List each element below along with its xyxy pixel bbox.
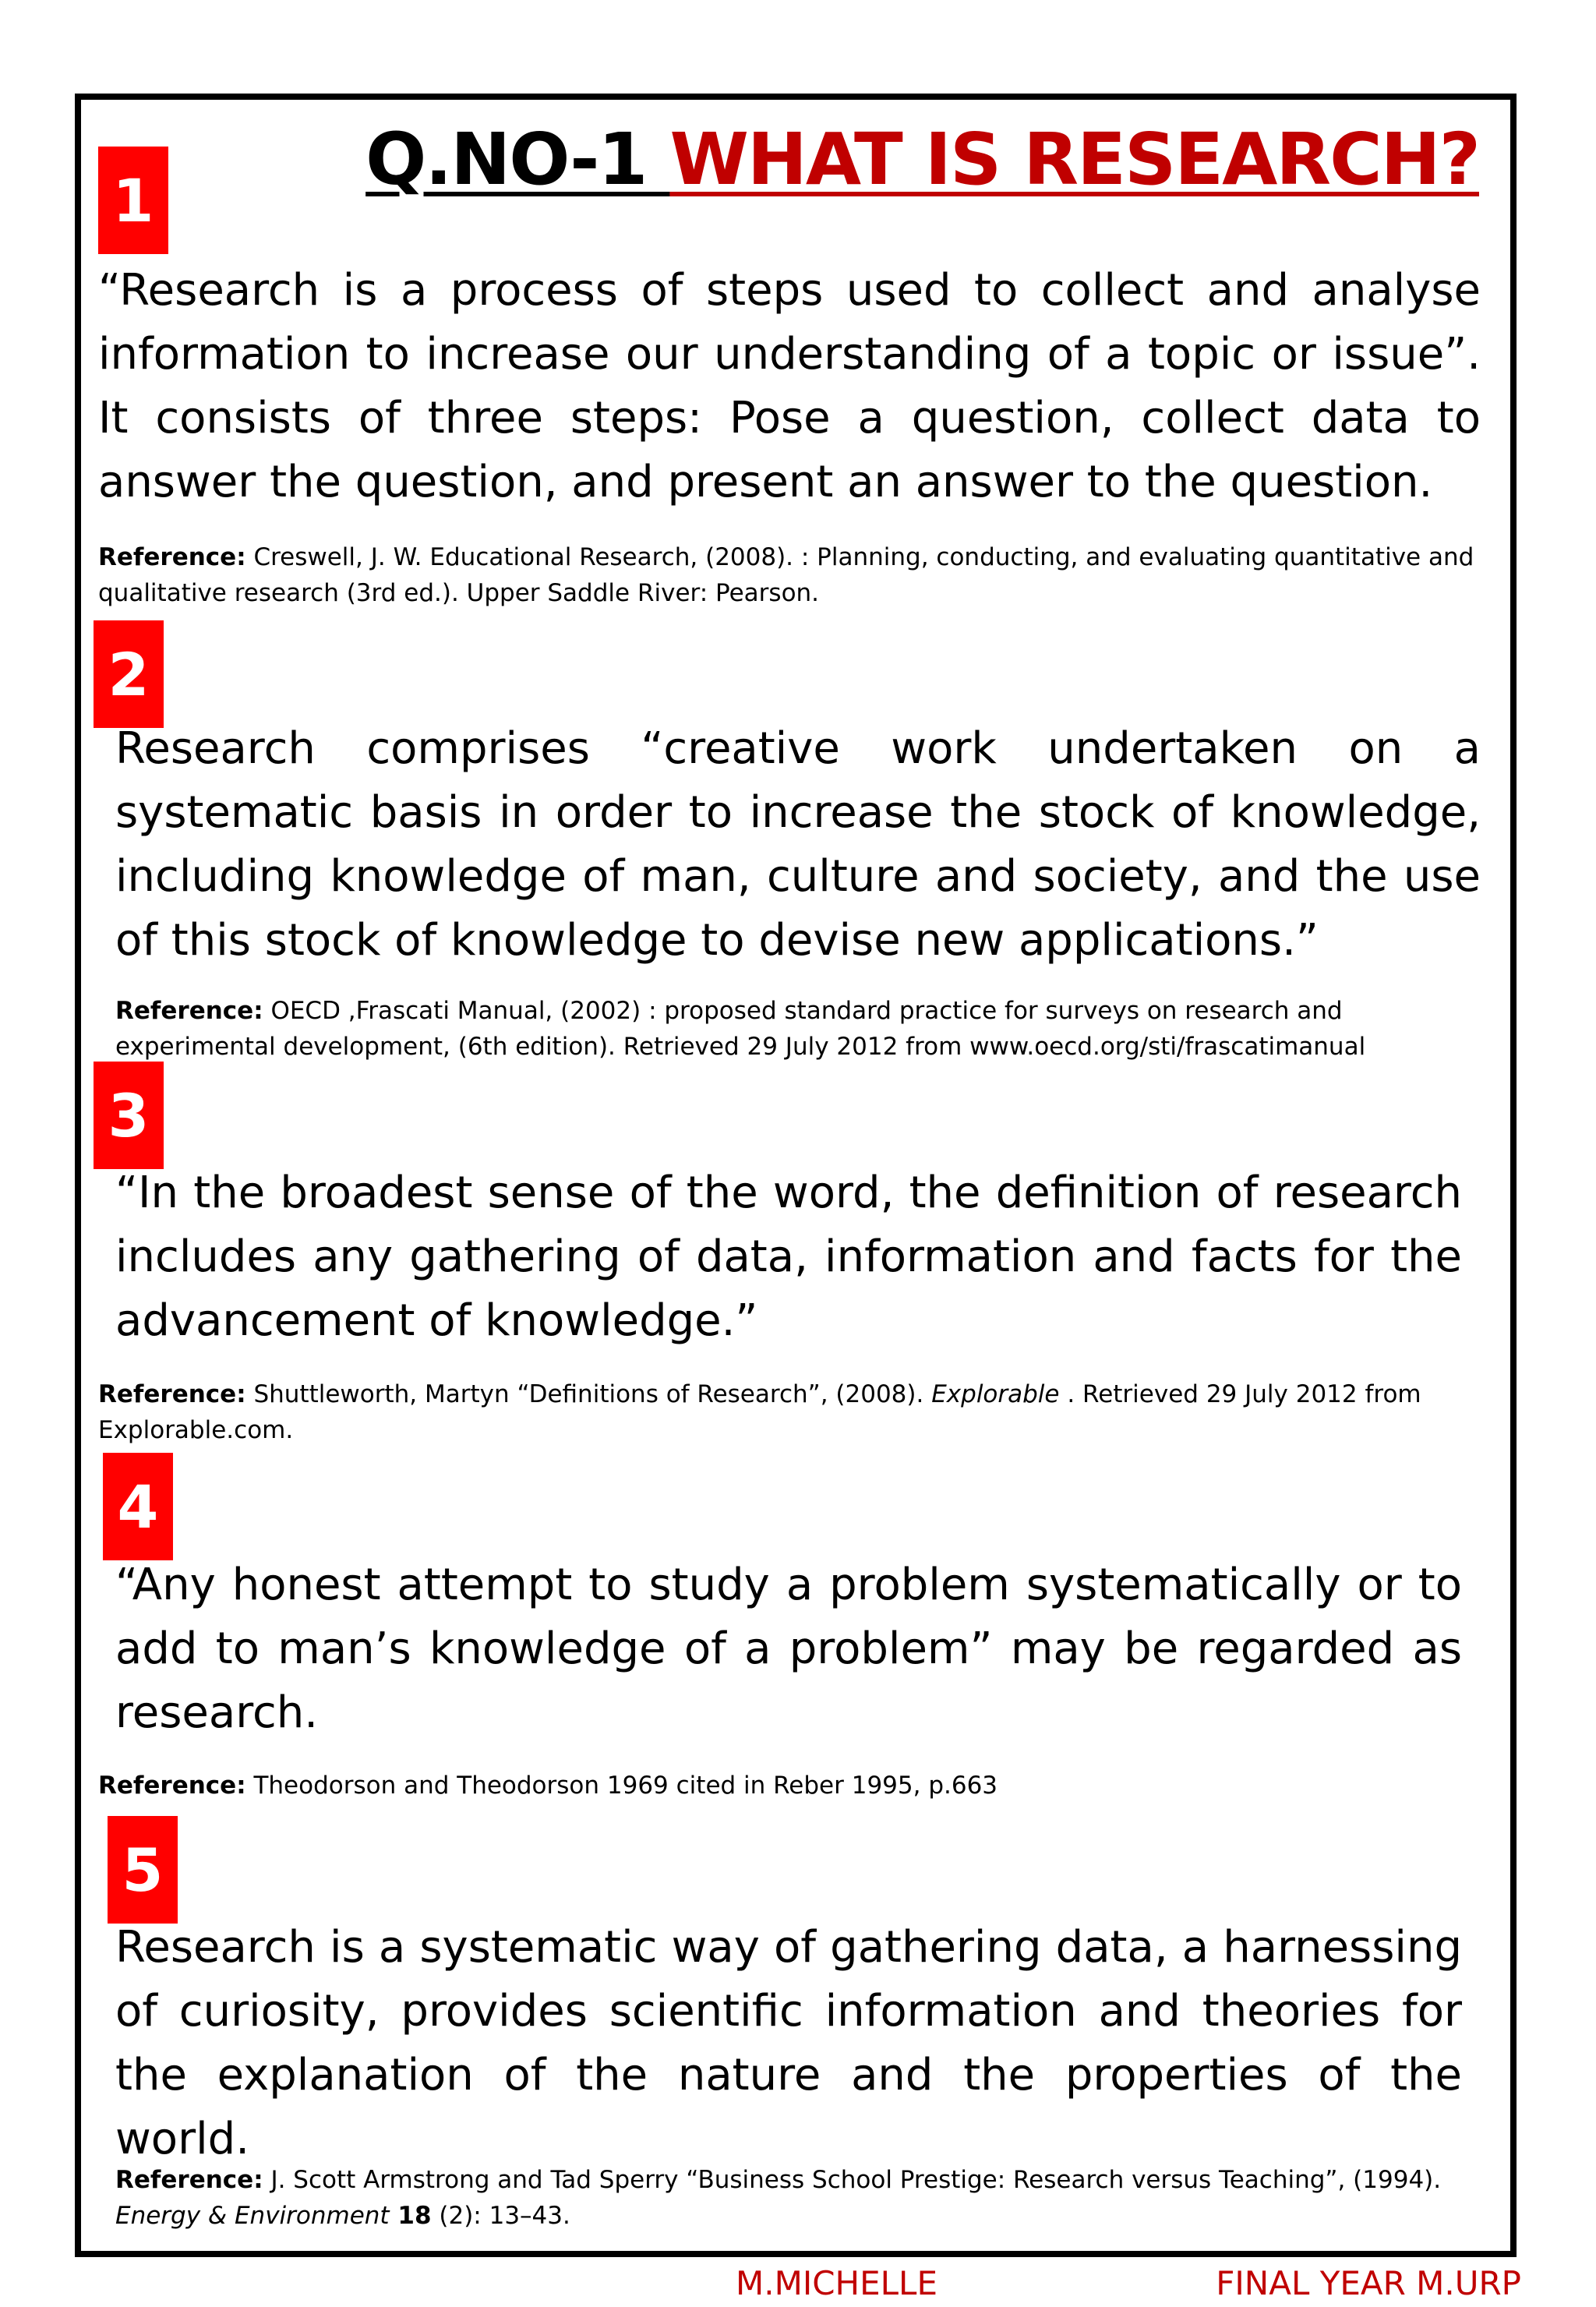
- reference-label: Reference:: [115, 2166, 263, 2194]
- definition-number-badge: 3: [94, 1062, 164, 1169]
- definition-text: “Research is a process of steps used to collect and analyse information to increase our understanding of a topic or issue”. It consists of three steps: Pose a question, collect data to answer the question, and present an answer to the question.: [98, 265, 1481, 507]
- title-prefix: Q.NO-1: [365, 118, 670, 201]
- reference-text: Theodorson and Theodorson 1969 cited in Reber 1995, p.663: [245, 1772, 998, 1800]
- definition-number-badge: 5: [108, 1816, 178, 1924]
- reference-text: OECD ,Frascati Manual, (2002) : proposed standard practice for surveys on research and experimental development, (6th edition). Retrieved 29 July 2012 from www.oecd.org/sti/frascatimanual: [115, 997, 1366, 1061]
- reference-citation: [98, 1768, 1470, 1804]
- reference-label: Reference:: [115, 997, 263, 1025]
- footer-author: M.MICHELLE: [736, 2264, 937, 2302]
- reference-text: J. Scott Armstrong and Tad Sperry “Business School Prestige: Research versus Teaching”, (1994).: [263, 2166, 1442, 2194]
- reference-label: Reference:: [98, 543, 246, 571]
- reference-text: . Retrieved 29 July 2012 from Explorable.com.: [98, 1380, 1421, 1444]
- definition-number-badge: 4: [103, 1453, 173, 1560]
- reference-journal: Energy & Environment: [115, 2202, 390, 2230]
- reference-citation: [98, 1376, 1470, 1448]
- definition-text: “In the broadest sense of the word, the definition of research includes any gathering of data, information and facts for the advancement of knowledge.”: [115, 1168, 1462, 1346]
- footer-course: FINAL YEAR M.URP: [1216, 2264, 1521, 2302]
- reference-label: Reference:: [98, 1772, 246, 1800]
- reference-citation: [115, 2162, 1502, 2234]
- reference-citation: [115, 993, 1495, 1065]
- reference-citation: [98, 539, 1493, 611]
- definition-number-badge: 1: [98, 147, 168, 254]
- reference-volume: 18: [389, 2202, 432, 2230]
- definition-text: Research is a systematic way of gathering data, a harnessing of curiosity, provides scientific information and theories for the explanation of the nature and the properties of the world.: [115, 1922, 1462, 2164]
- reference-text: Shuttleworth, Martyn “Definitions of Research”, (2008).: [245, 1380, 932, 1408]
- page-title: [365, 117, 1479, 203]
- reference-text: (2): 13–43.: [431, 2202, 570, 2230]
- title-highlight: WHAT IS RESEARCH?: [669, 118, 1479, 201]
- reference-journal: Explorable: [931, 1380, 1060, 1408]
- definition-text: Research comprises “creative work undertaken on a systematic basis in order to increase the stock of knowledge, including knowledge of man, culture and society, and the use of this stock of knowledge to devise new applications.”: [115, 723, 1481, 966]
- reference-label: Reference:: [98, 1380, 246, 1408]
- definition-text: “Any honest attempt to study a problem systematically or to add to man’s knowledge of a problem” may be regarded as research.: [115, 1560, 1462, 1738]
- definition-number-badge: 2: [94, 620, 164, 728]
- reference-text: Creswell, J. W. Educational Research, (2008). : Planning, conducting, and evaluating quantitative and qualitative research (3rd ed.). Upper Saddle River: Pearson.: [98, 543, 1474, 607]
